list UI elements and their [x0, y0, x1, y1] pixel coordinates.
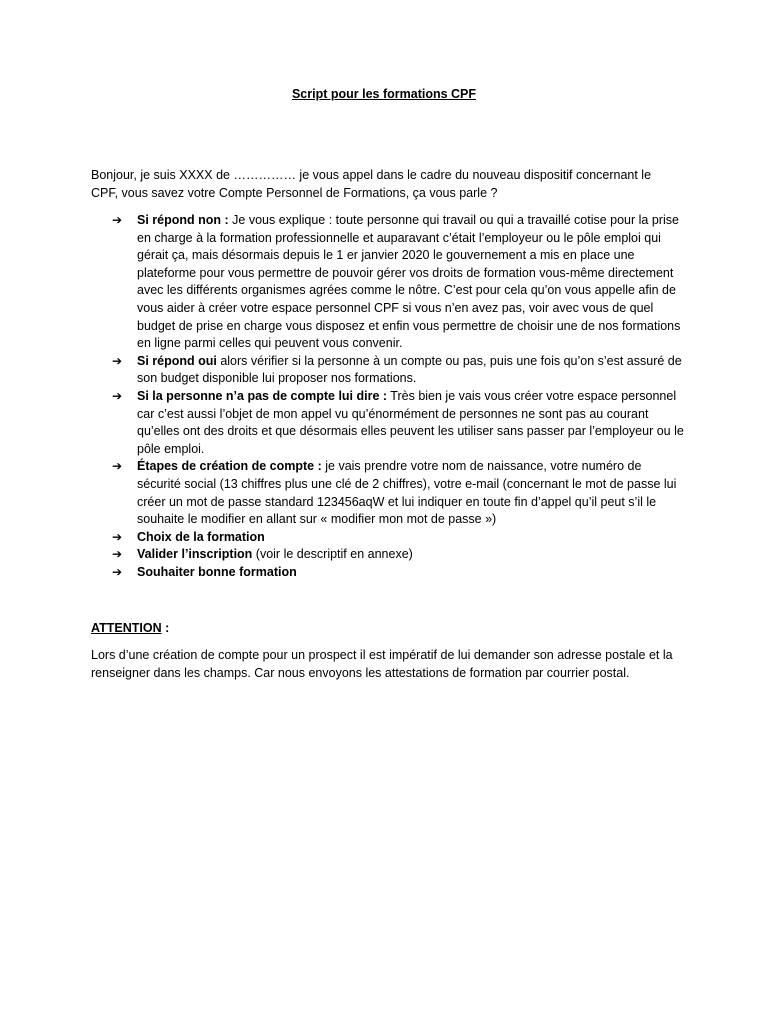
bullet-text: Très bien je vais vous créer votre espace personnel car c’est aussi l’objet de mon appel vu qu’énormément de personnes ne sont pas au courant qu’elles ont des droits et que désormais elles peuvent les utiliser sans passer par l’employeur ou le pôle emploi. [137, 388, 684, 456]
bullet-label: Choix de la formation [137, 529, 265, 544]
attention-heading [91, 620, 169, 638]
bullet-text: Je vous explique : toute personne qui travail ou qui a travaillé cotise pour la prise en charge à la formation professionnelle et auparavant c’était l’employeur ou le pôle emploi qui gérait ça, mais désormais depuis le 1 er janvier 2020 le gouvernement a mis en place une plateforme pour vous permettre de pouvoir gérer vos droits de formation vous-même directement avec les différents organismes agrées comme le nôtre. C’est pour cela qu’on vous appelle afin de vous aider à créer votre espace personnel CPF si vous n’en avez pas, voir avec vous de quel budget de prise en charge vous disposez et enfin vous permettre de choisir une de nos formations en ligne parmi celles qui peuvent vous convenir. [137, 213, 681, 351]
attention-colon: : [161, 621, 170, 635]
right-arrow-icon: ➔ [112, 388, 123, 403]
intro-paragraph: Bonjour, je suis XXXX de …………… je vous appel dans le cadre du nouveau dispositif concernant le CPF, vous savez votre Compte Personnel de Formations, ça vous parle ? [91, 168, 652, 200]
right-arrow-icon: ➔ [112, 353, 123, 368]
list-item [112, 564, 684, 582]
list-item [112, 212, 684, 353]
list-item [112, 353, 684, 388]
right-arrow-icon: ➔ [112, 529, 123, 544]
bullet-label: Si répond oui [137, 353, 217, 368]
bullet-list [112, 212, 684, 581]
bullet-label: Étapes de création de compte : [137, 459, 322, 474]
bullet-label: Souhaiter bonne formation [137, 564, 297, 579]
right-arrow-icon: ➔ [112, 213, 123, 227]
list-item [112, 388, 684, 458]
right-arrow-icon: ➔ [112, 547, 123, 562]
bullet-label: Si la personne n’a pas de compte lui dire : [137, 388, 388, 403]
list-item [112, 529, 684, 547]
bullet-label: Si répond non : [137, 213, 229, 227]
bullet-label: Valider l’inscription [137, 547, 253, 562]
right-arrow-icon: ➔ [112, 564, 123, 579]
attention-paragraph: Lors d’une création de compte pour un prospect il est impératif de lui demander son adresse postale et la renseigner dans les champs. Car nous envoyons les attestations de formation par courrier postal. [91, 648, 673, 680]
list-item [112, 546, 684, 564]
bullet-text: (voir le descriptif en annexe) [252, 547, 413, 562]
attention-label: ATTENTION [91, 621, 162, 635]
right-arrow-icon: ➔ [112, 459, 123, 474]
document-title: Script pour les formations CPF [291, 87, 477, 101]
list-item [112, 458, 684, 528]
bullet-text: alors vérifier si la personne à un compte ou pas, puis une fois qu’on s’est assuré de son budget disponible lui proposer nos formations. [137, 353, 682, 386]
bullet-text: je vais prendre votre nom de naissance, votre numéro de sécurité social (13 chiffres plus une clé de 2 chiffres), votre e-mail (concernant le mot de passe lui créer un mot de passe standard 123456aqW et lui indiquer en toute fin d’appel qu’il peut s’il le souhaite le modifier en allant sur « modifier mon mot de passe ») [137, 459, 677, 527]
